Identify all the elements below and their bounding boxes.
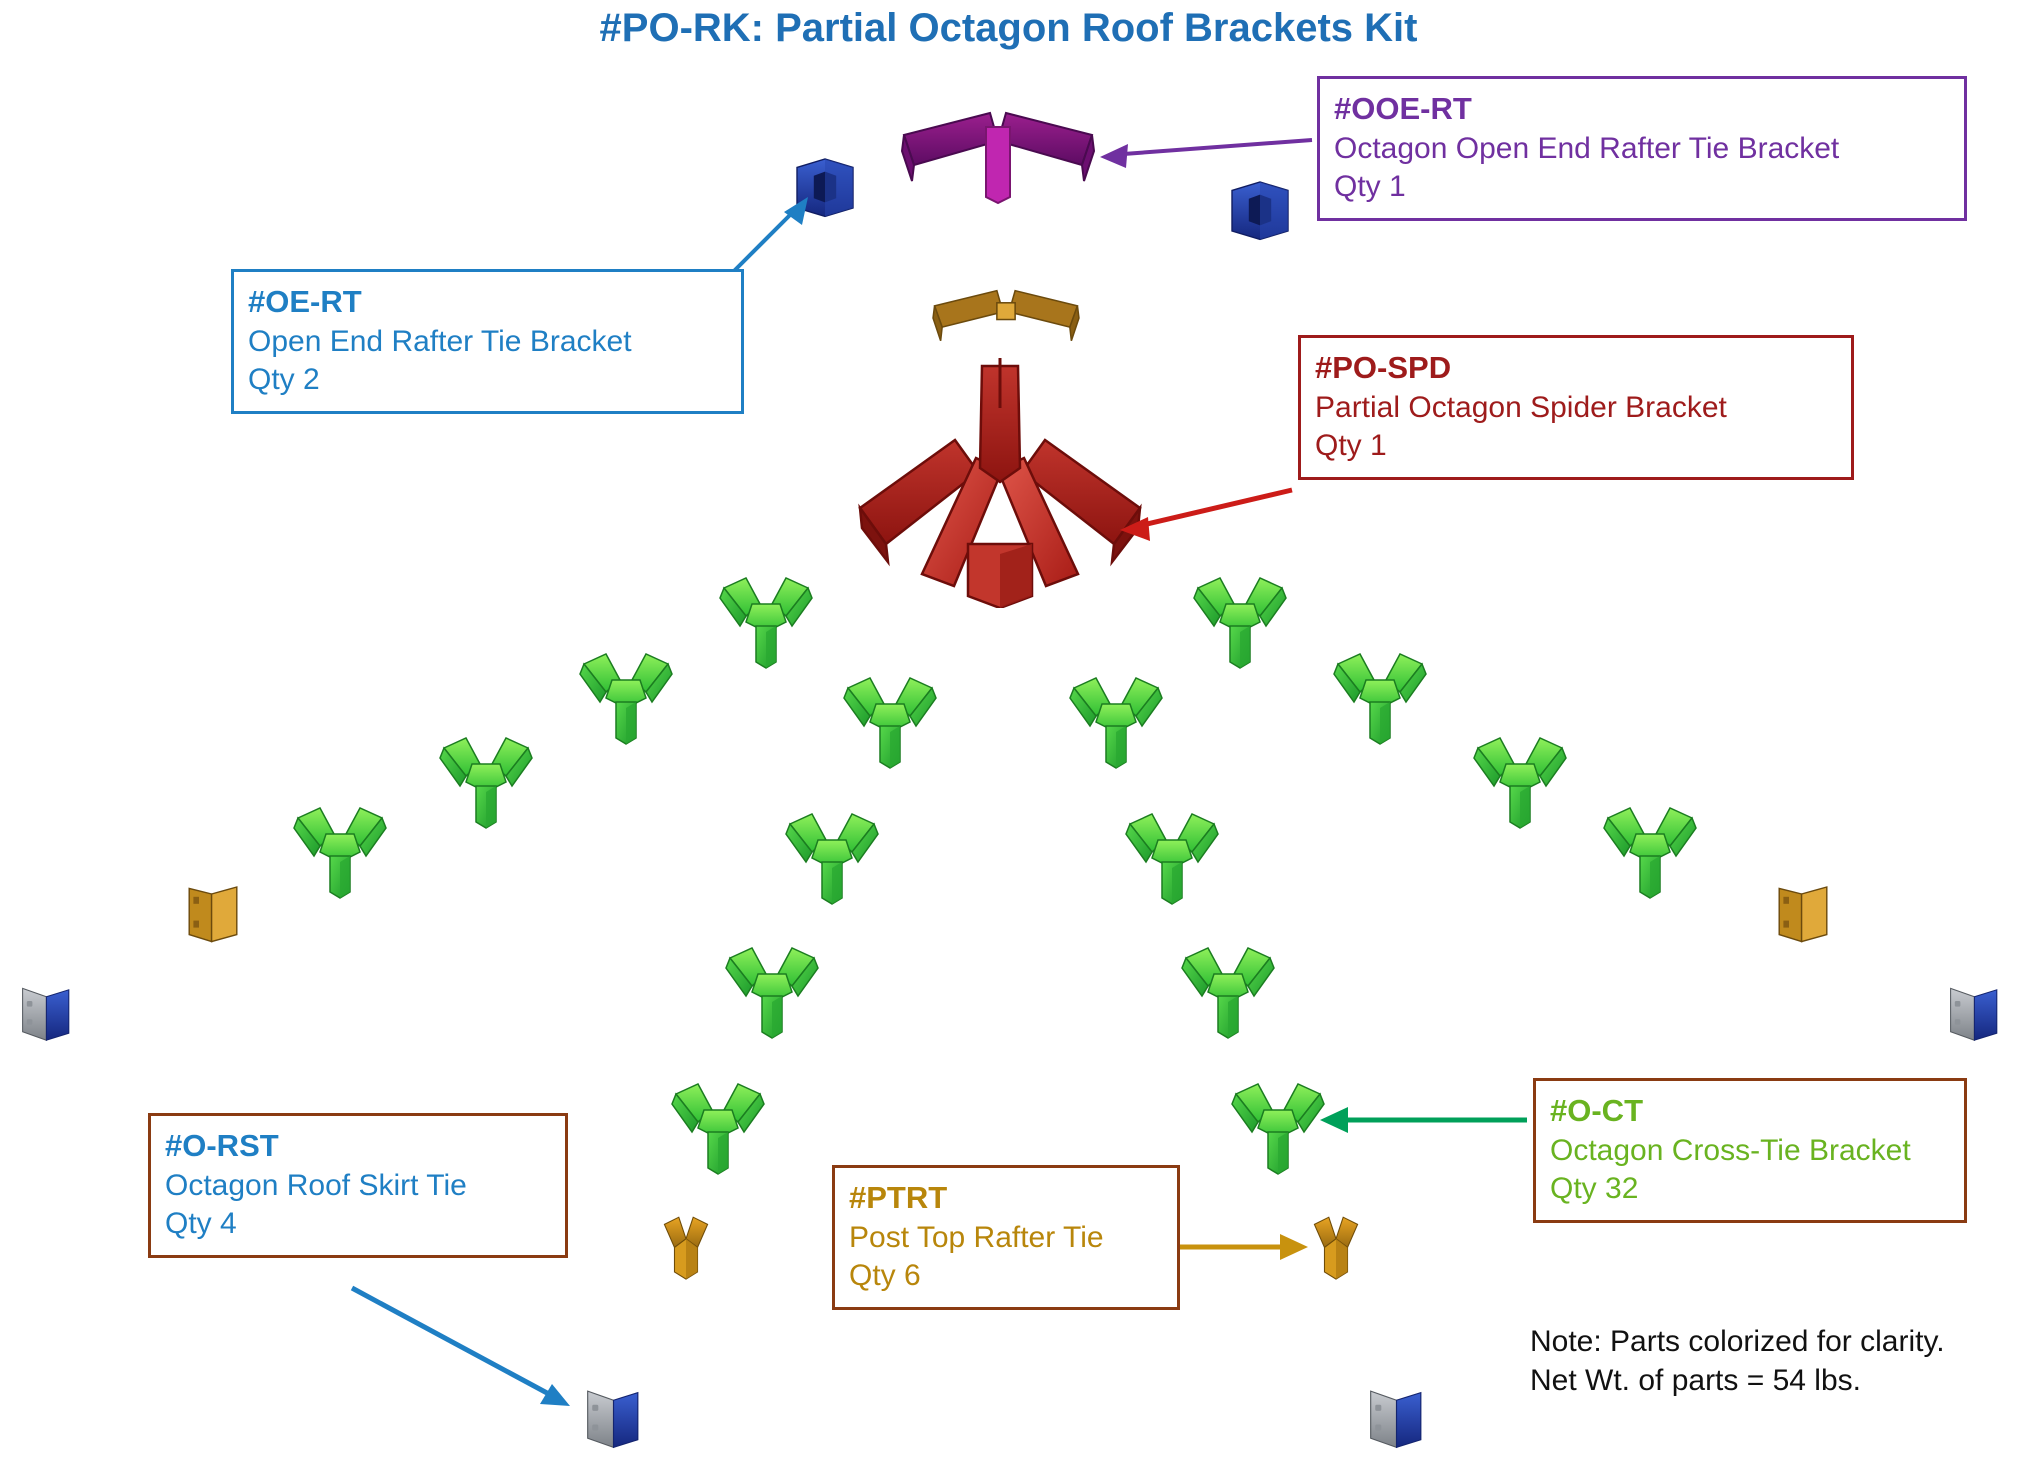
page-title: #PO-RK: Partial Octagon Roof Brackets Kit <box>599 6 1418 50</box>
callout-code: #PO-SPD <box>1315 350 1452 385</box>
callout-qty: Qty 2 <box>248 362 320 396</box>
callout-ptrt <box>832 1165 1180 1310</box>
bronze-ridge-tie-part <box>933 291 1079 341</box>
callout-description: Octagon Cross-Tie Bracket <box>1550 1134 1911 1168</box>
callout-description: Open End Rafter Tie Bracket <box>248 325 632 359</box>
callout-description: Partial Octagon Spider Bracket <box>1315 391 1727 425</box>
callout-description: Post Top Rafter Tie <box>849 1221 1104 1255</box>
note-line-2: Net Wt. of parts = 54 lbs. <box>1530 1364 1861 1397</box>
octagon-open-end-rafter-tie-part <box>902 113 1094 203</box>
callout-qty: Qty 4 <box>165 1206 237 1240</box>
gold-hinge-part <box>189 887 1827 942</box>
callout-ooe-rt <box>1317 76 1967 221</box>
callout-code: #PTRT <box>849 1180 948 1215</box>
callout-qty: Qty 1 <box>1315 428 1387 462</box>
callout-po-spd <box>1298 335 1854 480</box>
callout-oe-rt <box>231 269 744 414</box>
callout-code: #OE-RT <box>248 284 362 319</box>
note-block <box>1530 1322 1945 1400</box>
callout-description: Octagon Roof Skirt Tie <box>165 1169 467 1203</box>
callout-description: Octagon Open End Rafter Tie Bracket <box>1334 132 1840 166</box>
callout-o-rst <box>148 1113 568 1258</box>
spider-bracket-part <box>860 358 1140 608</box>
cross-tie-bracket-group <box>294 578 1696 1174</box>
callout-code: #O-CT <box>1550 1093 1643 1128</box>
callout-code: #O-RST <box>165 1128 279 1163</box>
open-end-rafter-tie-part <box>797 159 1288 239</box>
callout-qty: Qty 32 <box>1550 1171 1639 1205</box>
callout-qty: Qty 6 <box>849 1258 921 1292</box>
callout-o-ct <box>1533 1078 1967 1223</box>
callout-qty: Qty 1 <box>1334 169 1406 203</box>
note-line-1: Note: Parts colorized for clarity. <box>1530 1325 1945 1358</box>
callout-code: #OOE-RT <box>1334 91 1472 126</box>
